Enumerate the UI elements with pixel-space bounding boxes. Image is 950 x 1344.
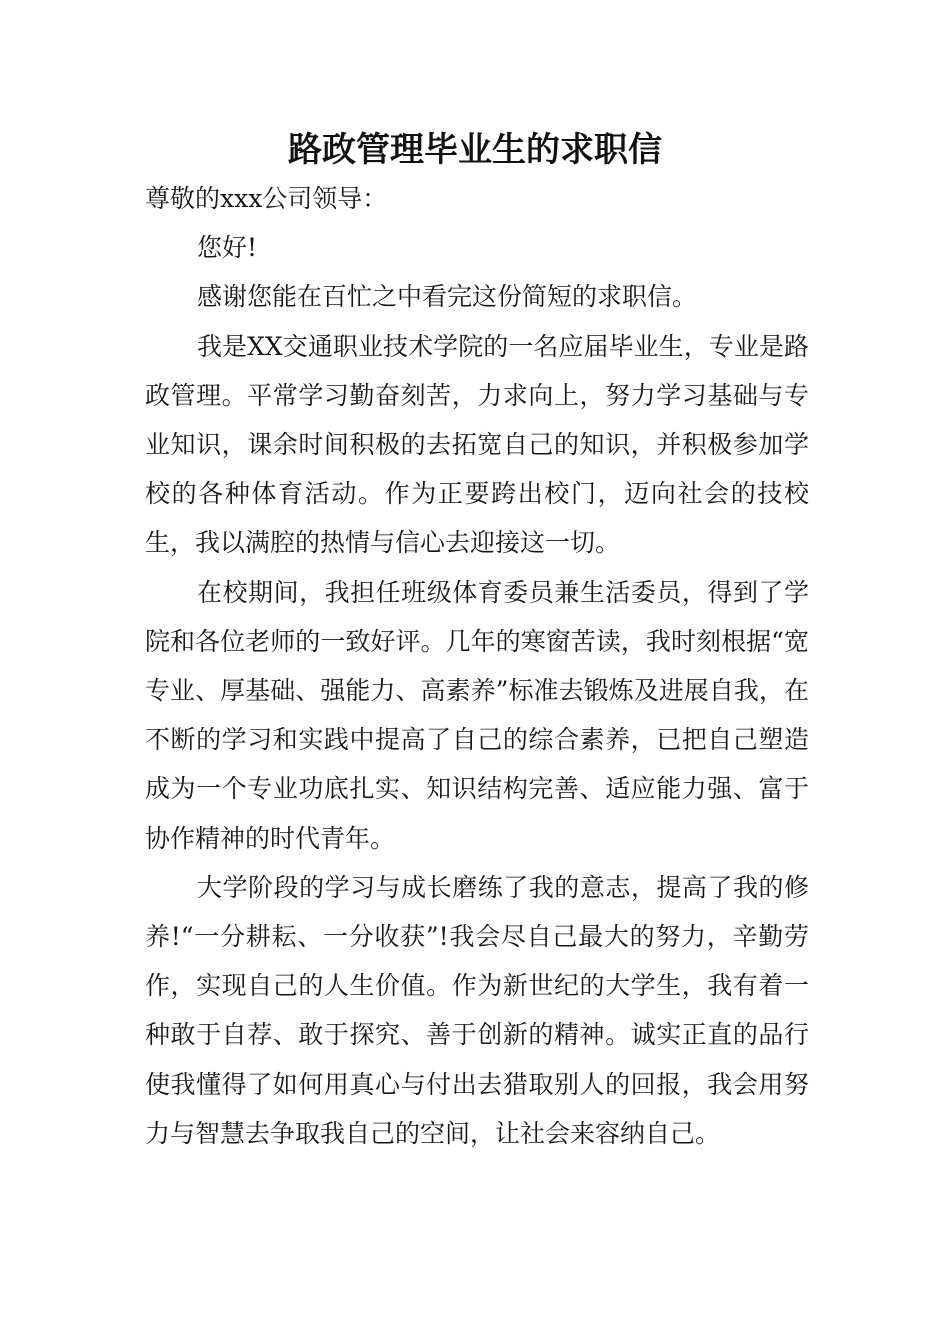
salutation: 尊敬的xxx公司领导： xyxy=(145,184,388,213)
thanks-paragraph: 感谢您能在百忙之中看完这份简短的求职信。 xyxy=(197,282,698,312)
greeting-paragraph: 您好! xyxy=(197,233,258,263)
introduction-paragraph: 我是XX交通职业技术学院的一名应届毕业生，专业是路政管理。平常学习勤奋刻苦，力求向上，努力学习基础与专业知识，课余时间积极的去拓宽自己的知识，并积极参加学校的各种体育活动。作为正要跨出校门，迈向社会的技校生，我以满腔的热情与信心去迎接这一切。 xyxy=(145,331,809,558)
letter-body xyxy=(145,174,809,1158)
growth-paragraph: 大学阶段的学习与成长磨练了我的意志，提高了我的修养!“一分耕耘、一分收获”!我会尽自己最大的努力，辛勤劳作，实现自己的人生价值。作为新世纪的大学生，我有着一种敢于自荐、敢于探究、善于创新的精神。诚实正直的品行使我懂得了如何用真心与付出去猎取别人的回报，我会用努力与智慧去争取我自己的空间，让社会来容纳自己。 xyxy=(145,872,809,1148)
school-experience-paragraph: 在校期间，我担任班级体育委员兼生活委员，得到了学院和各位老师的一致好评。几年的寒窗苦读，我时刻根据“宽专业、厚基础、强能力、高素养”标准去锻炼及进展自我，在不断的学习和实践中提高了自己的综合素养，已把自己塑造成为一个专业功底扎实、知识结构完善、适应能力强、富于协作精神的时代青年。 xyxy=(145,577,809,853)
document-title: 路政管理毕业生的求职信 xyxy=(288,130,662,170)
